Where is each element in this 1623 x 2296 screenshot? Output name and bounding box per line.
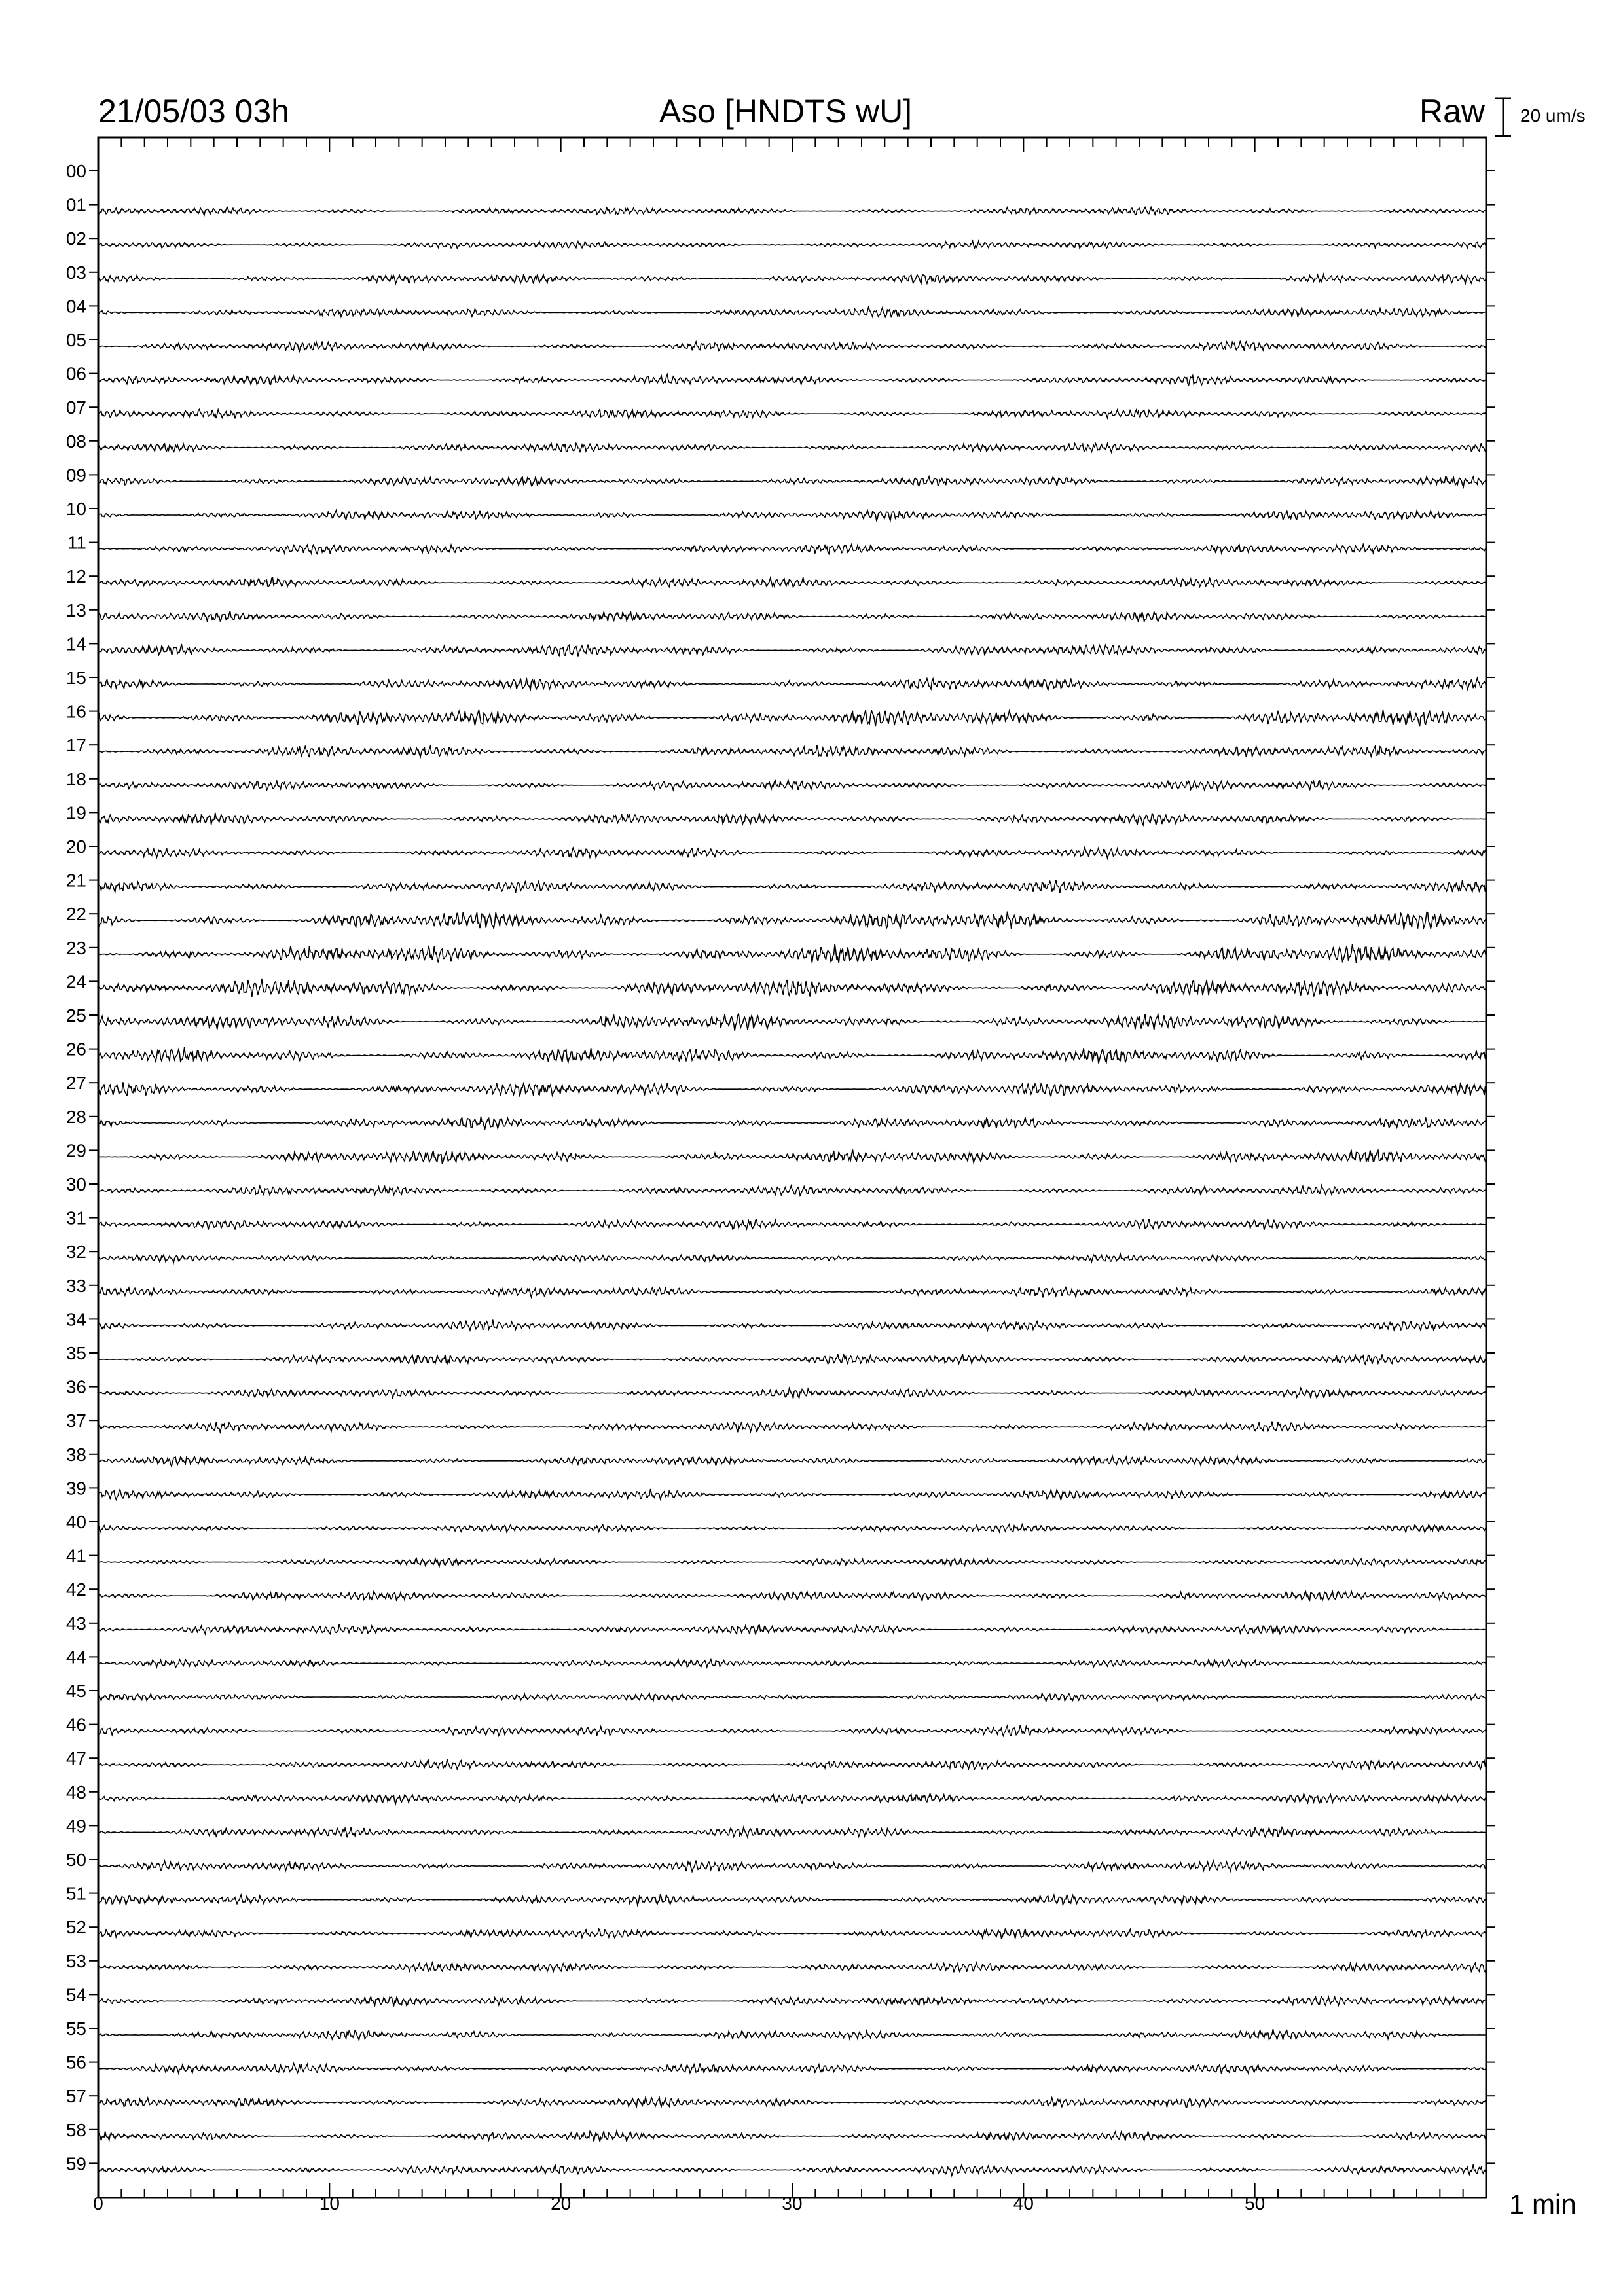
tick-marks (89, 137, 1495, 2198)
trace-row-03 (98, 274, 1486, 284)
row-label: 20 (65, 836, 86, 857)
x-tick-label: 0 (93, 2193, 103, 2214)
x-tick-label: 20 (551, 2193, 572, 2214)
row-label: 35 (65, 1343, 86, 1363)
row-label: 31 (65, 1208, 86, 1229)
row-label: 38 (65, 1444, 86, 1465)
row-label: 13 (65, 600, 86, 620)
row-label: 44 (65, 1647, 86, 1668)
trace-row-49 (98, 1827, 1486, 1838)
trace-row-17 (98, 745, 1486, 757)
row-label: 01 (65, 194, 86, 215)
trace-row-18 (98, 780, 1486, 791)
trace-row-09 (98, 476, 1486, 487)
trace-row-55 (98, 2029, 1486, 2040)
trace-row-26 (98, 1047, 1486, 1064)
trace-row-44 (98, 1659, 1486, 1668)
trace-row-19 (98, 813, 1486, 825)
row-label: 06 (65, 363, 86, 384)
mode-label: Raw (1419, 93, 1485, 130)
trace-row-36 (98, 1388, 1486, 1399)
row-label: 58 (65, 2119, 86, 2140)
row-label: 09 (65, 465, 86, 486)
plot-frame (98, 137, 1486, 2198)
row-label: 56 (65, 2052, 86, 2073)
trace-row-47 (98, 1759, 1486, 1770)
trace-row-21 (98, 880, 1486, 893)
trace-row-05 (98, 341, 1486, 351)
row-label: 27 (65, 1073, 86, 1094)
trace-row-13 (98, 611, 1486, 622)
trace-row-57 (98, 2098, 1486, 2108)
trace-row-52 (98, 1928, 1486, 1938)
row-label: 12 (65, 566, 86, 587)
x-unit-label: 1 min (1509, 2189, 1577, 2219)
trace-row-04 (98, 307, 1486, 317)
row-label: 50 (65, 1850, 86, 1870)
row-label: 45 (65, 1681, 86, 1701)
row-label: 02 (65, 228, 86, 249)
row-label: 17 (65, 735, 86, 756)
row-label: 21 (65, 870, 86, 891)
trace-row-28 (98, 1117, 1486, 1130)
row-label: 07 (65, 397, 86, 418)
x-tick-label: 50 (1245, 2193, 1266, 2214)
row-label: 18 (65, 768, 86, 789)
trace-row-37 (98, 1422, 1486, 1433)
trace-row-34 (98, 1320, 1486, 1331)
trace-row-20 (98, 848, 1486, 859)
row-label: 42 (65, 1579, 86, 1600)
row-label: 34 (65, 1309, 86, 1330)
trace-row-54 (98, 1996, 1486, 2007)
row-label: 46 (65, 1714, 86, 1735)
row-label: 03 (65, 262, 86, 283)
row-label: 32 (65, 1242, 86, 1263)
row-label: 26 (65, 1039, 86, 1060)
row-label: 00 (65, 161, 86, 181)
trace-row-22 (98, 912, 1486, 930)
row-label: 05 (65, 330, 86, 350)
trace-row-46 (98, 1725, 1486, 1736)
trace-row-40 (98, 1524, 1486, 1532)
trace-row-24 (98, 979, 1486, 997)
row-label: 15 (65, 668, 86, 688)
row-labels (66, 161, 86, 2174)
row-label: 04 (65, 296, 86, 317)
trace-row-58 (98, 2131, 1486, 2142)
x-tick-label: 10 (319, 2193, 340, 2214)
trace-row-27 (98, 1082, 1486, 1096)
trace-row-43 (98, 1624, 1486, 1634)
row-label: 49 (65, 1816, 86, 1837)
row-label: 57 (65, 2086, 86, 2107)
trace-row-07 (98, 409, 1486, 418)
trace-row-32 (98, 1254, 1486, 1263)
row-label: 25 (65, 1005, 86, 1026)
trace-row-56 (98, 2063, 1486, 2074)
station-title: Aso [HNDTS wU] (659, 93, 913, 130)
row-label: 40 (65, 1512, 86, 1532)
trace-row-16 (98, 710, 1486, 726)
trace-row-59 (98, 2164, 1486, 2176)
date-hour-label: 21/05/03 03h (98, 93, 289, 130)
trace-row-31 (98, 1219, 1486, 1230)
trace-row-12 (98, 577, 1486, 587)
x-tick-label: 30 (782, 2193, 803, 2214)
row-label: 33 (65, 1275, 86, 1296)
row-label: 36 (65, 1376, 86, 1397)
trace-row-38 (98, 1456, 1486, 1467)
trace-row-45 (98, 1693, 1486, 1702)
row-label: 43 (65, 1613, 86, 1634)
trace-row-48 (98, 1793, 1486, 1804)
row-label: 30 (65, 1174, 86, 1194)
trace-row-33 (98, 1287, 1486, 1297)
trace-row-50 (98, 1861, 1486, 1872)
trace-row-39 (98, 1489, 1486, 1500)
trace-row-14 (98, 644, 1486, 657)
row-label: 16 (65, 701, 86, 722)
row-label: 24 (65, 971, 86, 992)
trace-row-02 (98, 241, 1486, 248)
row-label: 59 (65, 2153, 86, 2174)
row-label: 08 (65, 431, 86, 452)
row-label: 39 (65, 1478, 86, 1499)
row-label: 52 (65, 1917, 86, 1938)
trace-row-15 (98, 678, 1486, 690)
trace-row-11 (98, 544, 1486, 554)
row-label: 48 (65, 1782, 86, 1803)
row-label: 22 (65, 904, 86, 925)
row-label: 53 (65, 1950, 86, 1971)
trace-row-29 (98, 1149, 1486, 1164)
trace-row-10 (98, 511, 1486, 521)
row-label: 37 (65, 1410, 86, 1431)
trace-row-25 (98, 1014, 1486, 1031)
row-label: 19 (65, 802, 86, 823)
trace-row-41 (98, 1558, 1486, 1566)
trace-row-30 (98, 1185, 1486, 1195)
amplitude-scale-bar (1495, 98, 1511, 136)
row-label: 51 (65, 1883, 86, 1904)
trace-row-08 (98, 443, 1486, 452)
x-tick-label: 40 (1013, 2193, 1034, 2214)
trace-row-53 (98, 1963, 1486, 1973)
x-tick-labels (93, 2193, 1265, 2214)
row-label: 10 (65, 499, 86, 519)
trace-row-23 (98, 944, 1486, 963)
row-label: 54 (65, 1984, 86, 2005)
trace-row-42 (98, 1591, 1486, 1601)
row-label: 41 (65, 1545, 86, 1566)
row-label: 14 (65, 634, 86, 655)
trace-row-06 (98, 374, 1486, 385)
row-label: 28 (65, 1106, 86, 1127)
row-label: 55 (65, 2018, 86, 2039)
trace-row-51 (98, 1894, 1486, 1905)
row-label: 29 (65, 1140, 86, 1161)
traces (98, 207, 1486, 2176)
trace-row-35 (98, 1354, 1486, 1364)
row-label: 11 (67, 532, 86, 553)
amplitude-scale-label: 20 um/s (1520, 105, 1586, 126)
trace-row-01 (98, 207, 1486, 215)
row-label: 23 (65, 937, 86, 958)
row-label: 47 (65, 1748, 86, 1769)
